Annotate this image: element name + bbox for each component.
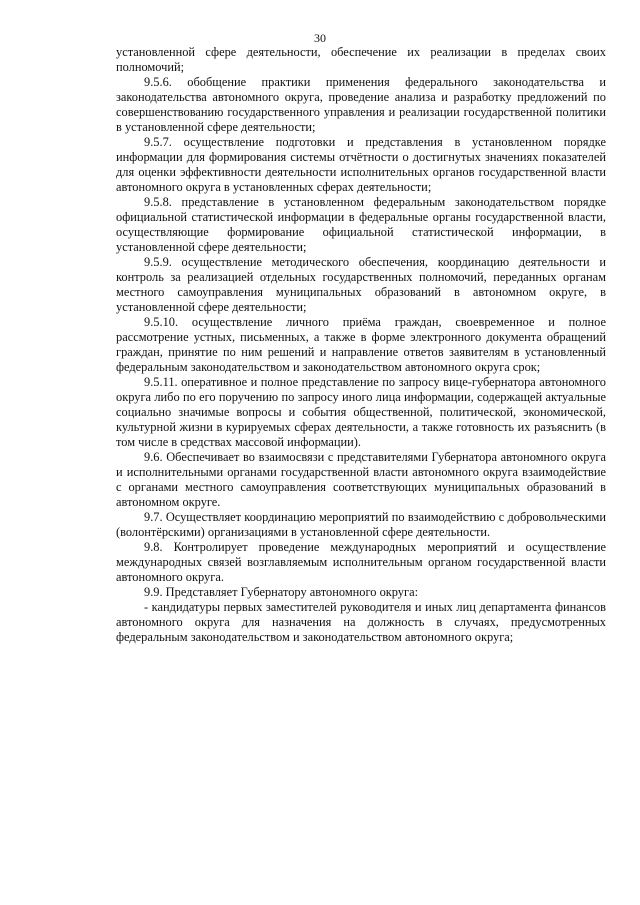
paragraph-continuation: установленной сфере деятельности, обеспечение их реализации в пределах своих полномочий; (116, 45, 606, 74)
paragraph-9-7: 9.7. Осуществляет координацию мероприятий по взаимодействию с добровольческими (волонтёрскими) организациями в установленной сфере деятельности. (116, 510, 606, 539)
paragraph-9-6: 9.6. Обеспечивает во взаимосвязи с представителями Губернатора автономного округа и исполнительными органами государственной власти автономного округа взаимодействие с органами местного самоуправления соответствующих муниципальных образований в автономном округе. (116, 450, 606, 509)
paragraph-9-5-6: 9.5.6. обобщение практики применения федерального законодательства и законодательства автономного округа, проведение анализа и разработку предложений по совершенствованию государственного управления и реализации государственной политики в установленной сфере деятельности; (116, 75, 606, 134)
paragraph-9-9: 9.9. Представляет Губернатору автономного округа: (144, 585, 419, 599)
paragraph-9-5-7: 9.5.7. осуществление подготовки и представления в установленном порядке информации для формирования системы отчётности о достигнутых значениях показателей для оценки эффективности деятельности исполнительных органов государственной власти автономного округа в установленных сферах деятельности; (116, 135, 606, 194)
paragraph-9-8: 9.8. Контролирует проведение международных мероприятий и осуществление международных связей возглавляемым исполнительным органом государственной власти автономного округа. (116, 540, 606, 584)
page-number: 30 (314, 31, 326, 45)
paragraph-9-5-9: 9.5.9. осуществление методического обеспечения, координацию деятельности и контроль за реализацией отдельных государственных полномочий, переданных органам местного самоуправления муниципальных образований в автономном округе, в установленной сфере деятельности; (116, 255, 606, 314)
paragraph-9-5-10: 9.5.10. осуществление личного приёма граждан, своевременное и полное рассмотрение устных, письменных, а также в форме электронного документа обращений граждан, принятие по ним решений и направление ответов заявителям в установленный федеральным законодательством и законодательством автономного округа срок; (116, 315, 606, 374)
paragraph-9-9-item: - кандидатуры первых заместителей руководителя и иных лиц департамента финансов автономного округа для назначения на должность в случаях, предусмотренных федеральным законодательством и законодательством автономного округа; (116, 600, 606, 644)
document-body (116, 45, 606, 645)
paragraph-9-5-8: 9.5.8. представление в установленном федеральным законодательством порядке официальной статистической информации в федеральные органы государственной власти, осуществляющие формирование официальной статистической информации, в установленной сфере деятельности; (116, 195, 606, 254)
paragraph-9-5-11: 9.5.11. оперативное и полное представление по запросу вице-губернатора автономного округа либо по его поручению по запросу иного лица информации, содержащей актуальные социально значимые вопросы и события общественной, политической, экономической, культурной жизни в курируемых сферах деятельности, а также готовность их разъяснить (в том числе в средствах массовой информации). (116, 375, 606, 449)
